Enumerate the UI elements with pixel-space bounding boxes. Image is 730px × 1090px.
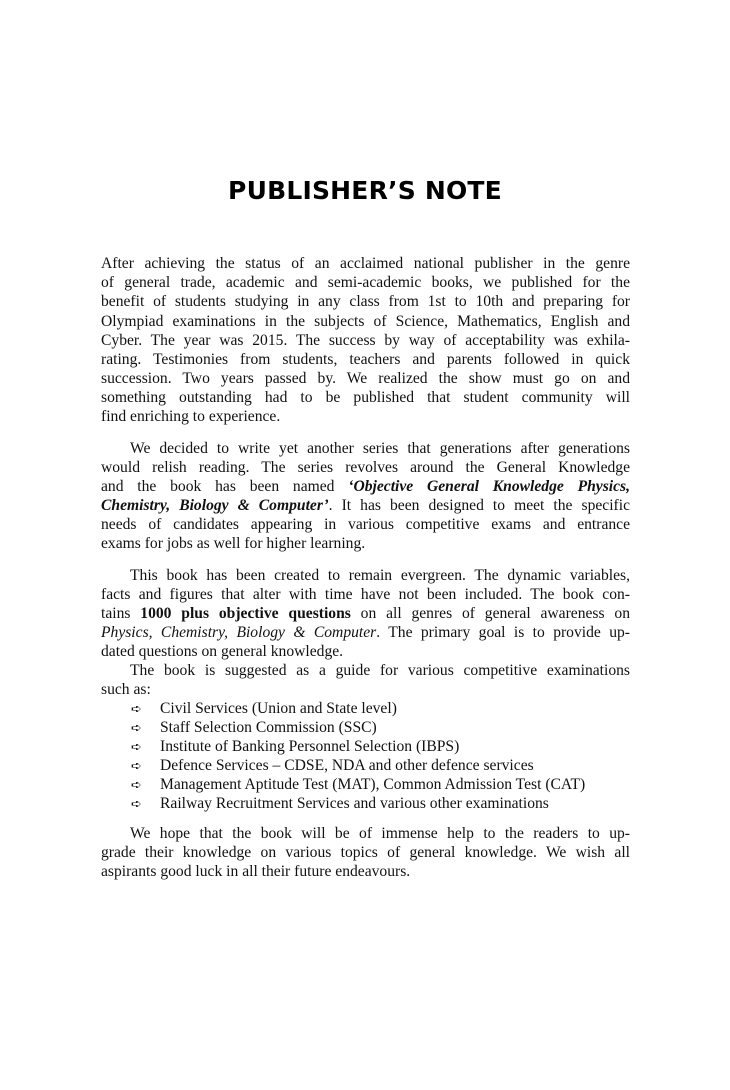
list-item-text: Civil Services (Union and State level): [160, 700, 397, 717]
text-line: needs of candidates appearing in various competitive exams and entrance: [101, 516, 630, 533]
list-item: [131, 737, 459, 757]
text-line: We hope that the book will be of immense help to the readers to up-: [130, 825, 630, 842]
text-line: We decided to write yet another series that generations after generations: [130, 440, 630, 457]
list-item-text: Management Aptitude Test (MAT), Common Admission Test (CAT): [160, 776, 586, 793]
text-line: [101, 623, 630, 642]
text-line: Olympiad examinations in the subjects of Science, Mathematics, English and: [101, 313, 630, 330]
list-item-text: Railway Recruitment Services and various other examinations: [160, 795, 549, 812]
text-line: find enriching to experience.: [101, 408, 281, 425]
list-item-text: Defence Services – CDSE, NDA and other defence services: [160, 757, 534, 774]
text-line: Cyber. The year was 2015. The success by way of acceptability was exhila-: [101, 332, 630, 349]
subjects-text: Physics, Chemistry, Biology & Computer: [101, 624, 377, 641]
text-line: This book has been created to remain evergreen. The dynamic variables,: [130, 567, 630, 584]
arrow-bullet-icon: ➪: [131, 797, 142, 812]
text-line: [101, 477, 630, 496]
text-line: succession. Two years passed by. We realized the show must go on and: [101, 370, 630, 387]
text-line: rating. Testimonies from students, teachers and parents followed in quick: [101, 351, 630, 368]
arrow-bullet-icon: ➪: [131, 759, 142, 774]
list-item: [131, 699, 397, 719]
text-line: exams for jobs as well for higher learning.: [101, 535, 366, 552]
text-span: . The primary goal is to provide up-: [376, 624, 631, 641]
text-span: and the book has been named: [101, 478, 349, 495]
list-item: [131, 718, 377, 738]
list-item: [131, 775, 585, 795]
book-title-text: ‘Objective General Knowledge Physics,: [348, 478, 630, 495]
text-line: benefit of students studying in any class from 1st to 10th and preparing for: [101, 293, 630, 310]
text-line: [101, 604, 630, 623]
list-item: [131, 756, 534, 776]
emphasis-text: 1000 plus objective questions: [140, 605, 351, 622]
arrow-bullet-icon: ➪: [131, 702, 142, 717]
text-line: aspirants good luck in all their future endeavours.: [101, 863, 411, 880]
arrow-bullet-icon: ➪: [131, 778, 142, 793]
arrow-bullet-icon: ➪: [131, 721, 142, 736]
text-span: on all genres of general awareness on: [350, 605, 630, 622]
text-line: such as:: [101, 681, 151, 698]
arrow-bullet-icon: ➪: [131, 740, 142, 755]
text-line: grade their knowledge on various topics of general knowledge. We wish all: [101, 844, 630, 861]
list-item: [131, 794, 549, 814]
list-item-text: Institute of Banking Personnel Selection (IBPS): [160, 738, 460, 755]
text-line: would relish reading. The series revolves around the General Knowledge: [101, 459, 630, 476]
text-line: The book is suggested as a guide for various competitive examinations: [130, 662, 630, 679]
text-span: tains: [101, 605, 141, 622]
text-line: After achieving the status of an acclaimed national publisher in the genre: [101, 255, 630, 272]
text-line: dated questions on general knowledge.: [101, 643, 344, 660]
page-title: PUBLISHER’S NOTE: [228, 176, 502, 205]
text-line: [101, 496, 630, 515]
text-span: . It has been designed to meet the specific: [328, 497, 630, 514]
list-item-text: Staff Selection Commission (SSC): [160, 719, 377, 736]
text-line: facts and figures that alter with time have not been included. The book con-: [101, 586, 630, 603]
text-line: something outstanding had to be published that student community will: [101, 389, 630, 406]
text-line: of general trade, academic and semi-academic books, we published for the: [101, 274, 630, 291]
book-title-text: Chemistry, Biology & Computer’: [101, 497, 329, 514]
